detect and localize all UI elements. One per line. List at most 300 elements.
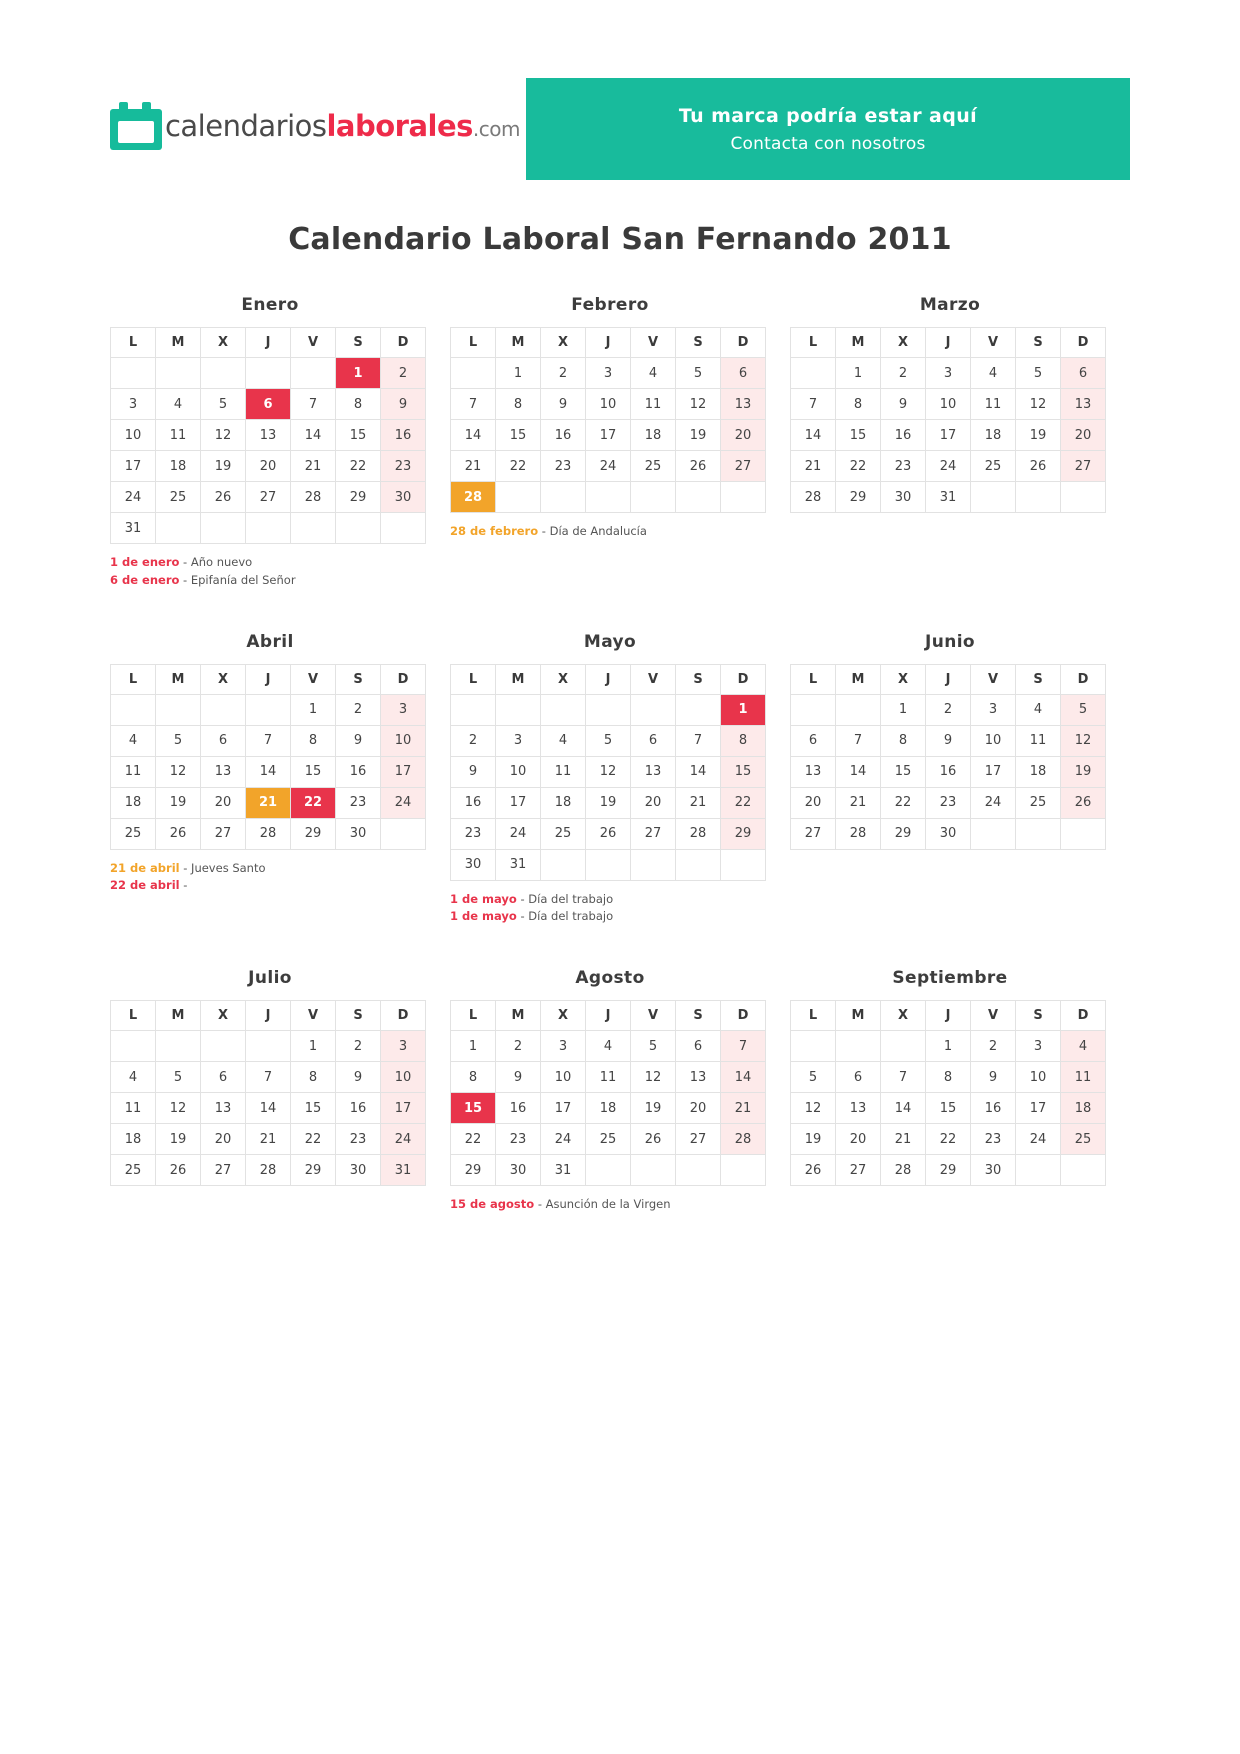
- day-number: 12: [169, 1100, 187, 1116]
- day-number: 3: [1033, 1038, 1043, 1054]
- day-cell: [201, 756, 246, 787]
- day-cell: [881, 482, 926, 513]
- day-number: 13: [644, 764, 662, 780]
- day-number: 27: [214, 826, 232, 842]
- day-number: 4: [128, 1069, 138, 1085]
- day-cell: [721, 1062, 766, 1093]
- day-cell: [1016, 694, 1061, 725]
- day-number: 25: [1029, 795, 1047, 811]
- day-number: 27: [644, 826, 662, 842]
- day-cell: [201, 420, 246, 451]
- weekday-header: V: [631, 1001, 676, 1031]
- weekday-header: S: [336, 328, 381, 358]
- day-number: 23: [394, 458, 412, 474]
- day-number: 7: [898, 1069, 908, 1085]
- week-row: [451, 694, 766, 725]
- day-cell: [111, 787, 156, 818]
- day-number: 11: [984, 396, 1002, 412]
- day-cell: [451, 1155, 496, 1186]
- weekday-header: V: [291, 1001, 336, 1031]
- empty-day-cell: [676, 694, 721, 725]
- day-number: 13: [734, 396, 752, 412]
- month-title: Febrero: [571, 295, 649, 315]
- holiday-note-label: - Día del trabajo: [516, 891, 614, 906]
- day-number: 22: [349, 458, 367, 474]
- weekday-header: D: [1061, 328, 1106, 358]
- day-number: 10: [554, 1069, 572, 1085]
- day-cell: [156, 420, 201, 451]
- day-number: 15: [349, 427, 367, 443]
- day-number: 10: [939, 396, 957, 412]
- day-number: 4: [173, 396, 183, 412]
- day-number: 1: [513, 365, 523, 381]
- day-number: 28: [259, 826, 277, 842]
- day-cell: [201, 451, 246, 482]
- day-cell: [246, 1093, 291, 1124]
- empty-day-cell: [201, 513, 246, 544]
- day-cell: [156, 451, 201, 482]
- empty-day-cell: [201, 694, 246, 725]
- day-cell: [836, 787, 881, 818]
- holiday-note: [450, 891, 770, 909]
- day-number: 31: [509, 857, 527, 873]
- day-number: 6: [738, 365, 748, 381]
- day-cell: [676, 1062, 721, 1093]
- weekday-header: M: [156, 664, 201, 694]
- day-cell: [926, 358, 971, 389]
- holiday-note-label: - Epifanía del Señor: [179, 572, 296, 587]
- day-cell: [246, 818, 291, 849]
- day-number: 18: [644, 427, 662, 443]
- day-number: 29: [894, 826, 912, 842]
- day-number: 27: [259, 489, 277, 505]
- day-number: 12: [1029, 396, 1047, 412]
- day-cell: [971, 389, 1016, 420]
- day-cell: [926, 1124, 971, 1155]
- day-number: 13: [804, 764, 822, 780]
- week-row: [111, 1062, 426, 1093]
- weekday-header: M: [496, 664, 541, 694]
- day-number: 15: [463, 1100, 483, 1116]
- empty-day-cell: [246, 513, 291, 544]
- day-cell: [246, 1062, 291, 1093]
- empty-day-cell: [451, 358, 496, 389]
- day-number: 17: [394, 1100, 412, 1116]
- day-number: 21: [804, 458, 822, 474]
- day-number: 3: [398, 702, 408, 718]
- day-number: 25: [644, 458, 662, 474]
- weekday-header: J: [926, 1001, 971, 1031]
- day-number: 1: [853, 365, 863, 381]
- day-number: 17: [394, 764, 412, 780]
- day-cell: [881, 725, 926, 756]
- weekday-header: S: [1016, 328, 1061, 358]
- day-cell: [631, 1124, 676, 1155]
- day-cell: [881, 787, 926, 818]
- week-row: [111, 818, 426, 849]
- day-cell: [836, 756, 881, 787]
- month-calendar-table: [110, 327, 426, 544]
- day-number: 25: [599, 1131, 617, 1147]
- empty-day-cell: [721, 849, 766, 880]
- day-cell: [676, 756, 721, 787]
- day-cell: [541, 1062, 586, 1093]
- day-number: 21: [258, 795, 278, 811]
- week-row: [791, 420, 1106, 451]
- weekday-header: L: [791, 1001, 836, 1031]
- day-cell: [586, 1062, 631, 1093]
- empty-day-cell: [721, 1155, 766, 1186]
- day-number: 11: [124, 1100, 142, 1116]
- weekday-header: X: [201, 664, 246, 694]
- day-number: 30: [464, 857, 482, 873]
- weekday-header: V: [631, 328, 676, 358]
- day-number: 18: [554, 795, 572, 811]
- day-cell: [881, 420, 926, 451]
- empty-day-cell: [156, 694, 201, 725]
- empty-day-cell: [676, 1155, 721, 1186]
- day-cell: [1016, 420, 1061, 451]
- day-cell: [541, 451, 586, 482]
- day-cell: [156, 787, 201, 818]
- day-number: 25: [169, 489, 187, 505]
- day-cell: [721, 420, 766, 451]
- day-cell: [971, 1124, 1016, 1155]
- week-row: [791, 756, 1106, 787]
- day-number: 21: [894, 1131, 912, 1147]
- day-number: 23: [984, 1131, 1002, 1147]
- weekday-header: D: [1061, 664, 1106, 694]
- day-cell: [1061, 787, 1106, 818]
- day-cell: [926, 756, 971, 787]
- day-cell: [721, 1093, 766, 1124]
- day-number: 20: [689, 1100, 707, 1116]
- day-number: 2: [353, 702, 363, 718]
- day-cell: [791, 1155, 836, 1186]
- week-row: [111, 694, 426, 725]
- day-number: 15: [849, 427, 867, 443]
- day-cell: [381, 1124, 426, 1155]
- day-number: 12: [214, 427, 232, 443]
- day-number: 16: [349, 764, 367, 780]
- day-number: 3: [603, 365, 613, 381]
- day-number: 12: [1074, 733, 1092, 749]
- day-number: 12: [644, 1069, 662, 1085]
- week-row: [111, 725, 426, 756]
- day-cell: [676, 358, 721, 389]
- day-cell: [836, 451, 881, 482]
- week-row: [791, 482, 1106, 513]
- weekday-header: V: [291, 328, 336, 358]
- day-number: 30: [984, 1162, 1002, 1178]
- day-number: 3: [513, 733, 523, 749]
- empty-day-cell: [156, 358, 201, 389]
- day-number: 4: [1033, 702, 1043, 718]
- empty-day-cell: [586, 1155, 631, 1186]
- weekday-header: M: [496, 328, 541, 358]
- day-cell: [1016, 389, 1061, 420]
- day-cell: [246, 451, 291, 482]
- day-number: 22: [304, 1131, 322, 1147]
- day-number: 12: [599, 764, 617, 780]
- day-number: 19: [644, 1100, 662, 1116]
- empty-day-cell: [541, 694, 586, 725]
- day-cell: [1061, 1062, 1106, 1093]
- holiday-note: [110, 860, 430, 878]
- day-number: 7: [263, 1069, 273, 1085]
- day-cell: [336, 1093, 381, 1124]
- week-row: [451, 1093, 766, 1124]
- empty-day-cell: [156, 513, 201, 544]
- day-number: 26: [1029, 458, 1047, 474]
- day-cell: [381, 1093, 426, 1124]
- weekday-header: X: [541, 664, 586, 694]
- day-cell: [676, 1031, 721, 1062]
- day-cell: [836, 1093, 881, 1124]
- day-cell: [586, 1124, 631, 1155]
- day-number: 14: [849, 764, 867, 780]
- weekday-header-row: [791, 328, 1106, 358]
- day-cell: [291, 756, 336, 787]
- month-block: [450, 968, 770, 1214]
- months-grid: [0, 295, 1240, 1256]
- weekday-header: D: [381, 328, 426, 358]
- day-cell: [291, 1124, 336, 1155]
- day-number: 30: [894, 489, 912, 505]
- day-number: 7: [738, 1038, 748, 1054]
- day-number: 26: [214, 489, 232, 505]
- day-number: 12: [169, 764, 187, 780]
- day-number: 4: [128, 733, 138, 749]
- day-cell: [111, 1155, 156, 1186]
- weekday-header: J: [246, 664, 291, 694]
- week-row: [111, 1155, 426, 1186]
- month-title: Mayo: [583, 631, 637, 652]
- day-number: 14: [804, 427, 822, 443]
- day-number: 10: [599, 396, 617, 412]
- day-cell: [451, 725, 496, 756]
- day-cell: [1061, 694, 1106, 725]
- weekday-header: M: [496, 1001, 541, 1031]
- weekday-header: L: [791, 664, 836, 694]
- day-number: 17: [1029, 1100, 1047, 1116]
- week-row: [791, 358, 1106, 389]
- day-number: 11: [554, 764, 572, 780]
- day-cell: [926, 1062, 971, 1093]
- weekday-header: X: [541, 1001, 586, 1031]
- page-title: Calendario Laboral San Fernando 2011: [288, 222, 952, 257]
- day-cell: [541, 787, 586, 818]
- month-calendar-table: [790, 1000, 1106, 1186]
- month-title: Septiembre: [892, 968, 1008, 989]
- weekday-header: M: [836, 1001, 881, 1031]
- weekday-header: L: [451, 328, 496, 358]
- day-cell: [336, 451, 381, 482]
- day-cell: [451, 818, 496, 849]
- day-number: 8: [308, 1069, 318, 1085]
- day-cell: [291, 451, 336, 482]
- weekday-header: S: [1016, 1001, 1061, 1031]
- day-cell: [881, 818, 926, 849]
- day-number: 23: [509, 1131, 527, 1147]
- holiday-note-label: - Año nuevo: [179, 555, 253, 569]
- day-cell: [496, 420, 541, 451]
- day-number: 1: [308, 702, 318, 718]
- day-number: 9: [468, 764, 478, 780]
- day-cell: [246, 1124, 291, 1155]
- day-cell: [926, 787, 971, 818]
- day-cell: [721, 725, 766, 756]
- empty-day-cell: [111, 358, 156, 389]
- day-number: 27: [849, 1162, 867, 1178]
- day-number: 20: [849, 1131, 867, 1147]
- day-number: 2: [513, 1038, 523, 1054]
- ad-banner[interactable]: [526, 78, 1130, 180]
- day-cell: [111, 513, 156, 544]
- day-number: 3: [558, 1038, 568, 1054]
- holiday-notes: [110, 554, 430, 590]
- month-calendar-table: [790, 327, 1106, 513]
- week-row: [451, 1031, 766, 1062]
- empty-day-cell: [1061, 818, 1106, 849]
- month-block: [110, 968, 430, 1214]
- weekday-header: V: [631, 664, 676, 694]
- day-cell: [631, 725, 676, 756]
- day-cell: [1061, 358, 1106, 389]
- day-number: 5: [603, 733, 613, 749]
- holiday-note-date: 21 de abril: [110, 860, 180, 875]
- week-row: [111, 420, 426, 451]
- day-number: 16: [894, 427, 912, 443]
- day-number: 17: [509, 795, 527, 811]
- holiday-note-date: 22 de abril: [110, 878, 180, 893]
- holiday-day-cell: [451, 1093, 496, 1124]
- day-cell: [451, 756, 496, 787]
- day-number: 21: [259, 1131, 277, 1147]
- day-cell: [721, 358, 766, 389]
- weekday-header: L: [451, 664, 496, 694]
- day-cell: [201, 1062, 246, 1093]
- empty-day-cell: [496, 482, 541, 513]
- empty-day-cell: [631, 694, 676, 725]
- weekday-header: V: [971, 664, 1016, 694]
- empty-day-cell: [291, 358, 336, 389]
- day-cell: [1016, 725, 1061, 756]
- day-number: 8: [853, 396, 863, 412]
- day-cell: [201, 482, 246, 513]
- day-number: 2: [398, 365, 408, 381]
- day-number: 8: [468, 1069, 478, 1085]
- day-cell: [451, 1031, 496, 1062]
- day-cell: [631, 1062, 676, 1093]
- day-cell: [201, 725, 246, 756]
- day-cell: [836, 1155, 881, 1186]
- day-number: 16: [984, 1100, 1002, 1116]
- day-number: 5: [173, 1069, 183, 1085]
- ad-banner-subtext: Contacta con nosotros: [730, 133, 926, 154]
- day-cell: [676, 1093, 721, 1124]
- weekday-header: L: [111, 1001, 156, 1031]
- day-cell: [721, 1031, 766, 1062]
- day-cell: [451, 1124, 496, 1155]
- day-cell: [926, 694, 971, 725]
- day-cell: [291, 1155, 336, 1186]
- day-cell: [586, 725, 631, 756]
- week-row: [111, 1031, 426, 1062]
- day-cell: [336, 725, 381, 756]
- day-number: 19: [804, 1131, 822, 1147]
- day-cell: [336, 694, 381, 725]
- month-calendar-table: [110, 664, 426, 850]
- day-cell: [451, 1062, 496, 1093]
- day-cell: [971, 420, 1016, 451]
- day-cell: [451, 787, 496, 818]
- day-cell: [111, 756, 156, 787]
- day-number: 3: [128, 396, 138, 412]
- day-cell: [496, 849, 541, 880]
- day-cell: [926, 389, 971, 420]
- day-cell: [721, 1124, 766, 1155]
- weekday-header: S: [676, 328, 721, 358]
- day-number: 12: [804, 1100, 822, 1116]
- day-number: 11: [124, 764, 142, 780]
- day-cell: [1016, 1093, 1061, 1124]
- day-number: 6: [218, 733, 228, 749]
- day-cell: [291, 725, 336, 756]
- site-logo[interactable]: [110, 78, 520, 150]
- day-number: 17: [554, 1100, 572, 1116]
- day-number: 9: [353, 733, 363, 749]
- day-cell: [156, 725, 201, 756]
- day-cell: [631, 420, 676, 451]
- weekday-header: L: [111, 328, 156, 358]
- month-title: Marzo: [919, 295, 981, 315]
- day-cell: [1016, 1031, 1061, 1062]
- day-cell: [381, 358, 426, 389]
- day-number: 28: [689, 826, 707, 842]
- day-number: 26: [804, 1162, 822, 1178]
- weekday-header-row: [451, 328, 766, 358]
- day-cell: [631, 389, 676, 420]
- day-cell: [881, 389, 926, 420]
- day-cell: [721, 756, 766, 787]
- day-number: 29: [939, 1162, 957, 1178]
- day-cell: [381, 787, 426, 818]
- day-number: 30: [939, 826, 957, 842]
- day-cell: [451, 849, 496, 880]
- day-cell: [201, 389, 246, 420]
- day-cell: [381, 1062, 426, 1093]
- weekday-header: V: [291, 664, 336, 694]
- day-cell: [791, 787, 836, 818]
- day-cell: [971, 1155, 1016, 1186]
- day-number: 11: [599, 1069, 617, 1085]
- day-cell: [586, 420, 631, 451]
- holiday-note-date: 1 de enero: [110, 555, 180, 569]
- empty-day-cell: [586, 482, 631, 513]
- day-cell: [111, 725, 156, 756]
- day-number: 20: [259, 458, 277, 474]
- day-number: 30: [509, 1162, 527, 1178]
- day-cell: [631, 358, 676, 389]
- logo-text: [165, 109, 520, 143]
- day-cell: [336, 1062, 381, 1093]
- day-cell: [1061, 389, 1106, 420]
- weekday-header: J: [586, 328, 631, 358]
- day-cell: [336, 482, 381, 513]
- day-number: 1: [308, 1038, 318, 1054]
- day-cell: [1016, 358, 1061, 389]
